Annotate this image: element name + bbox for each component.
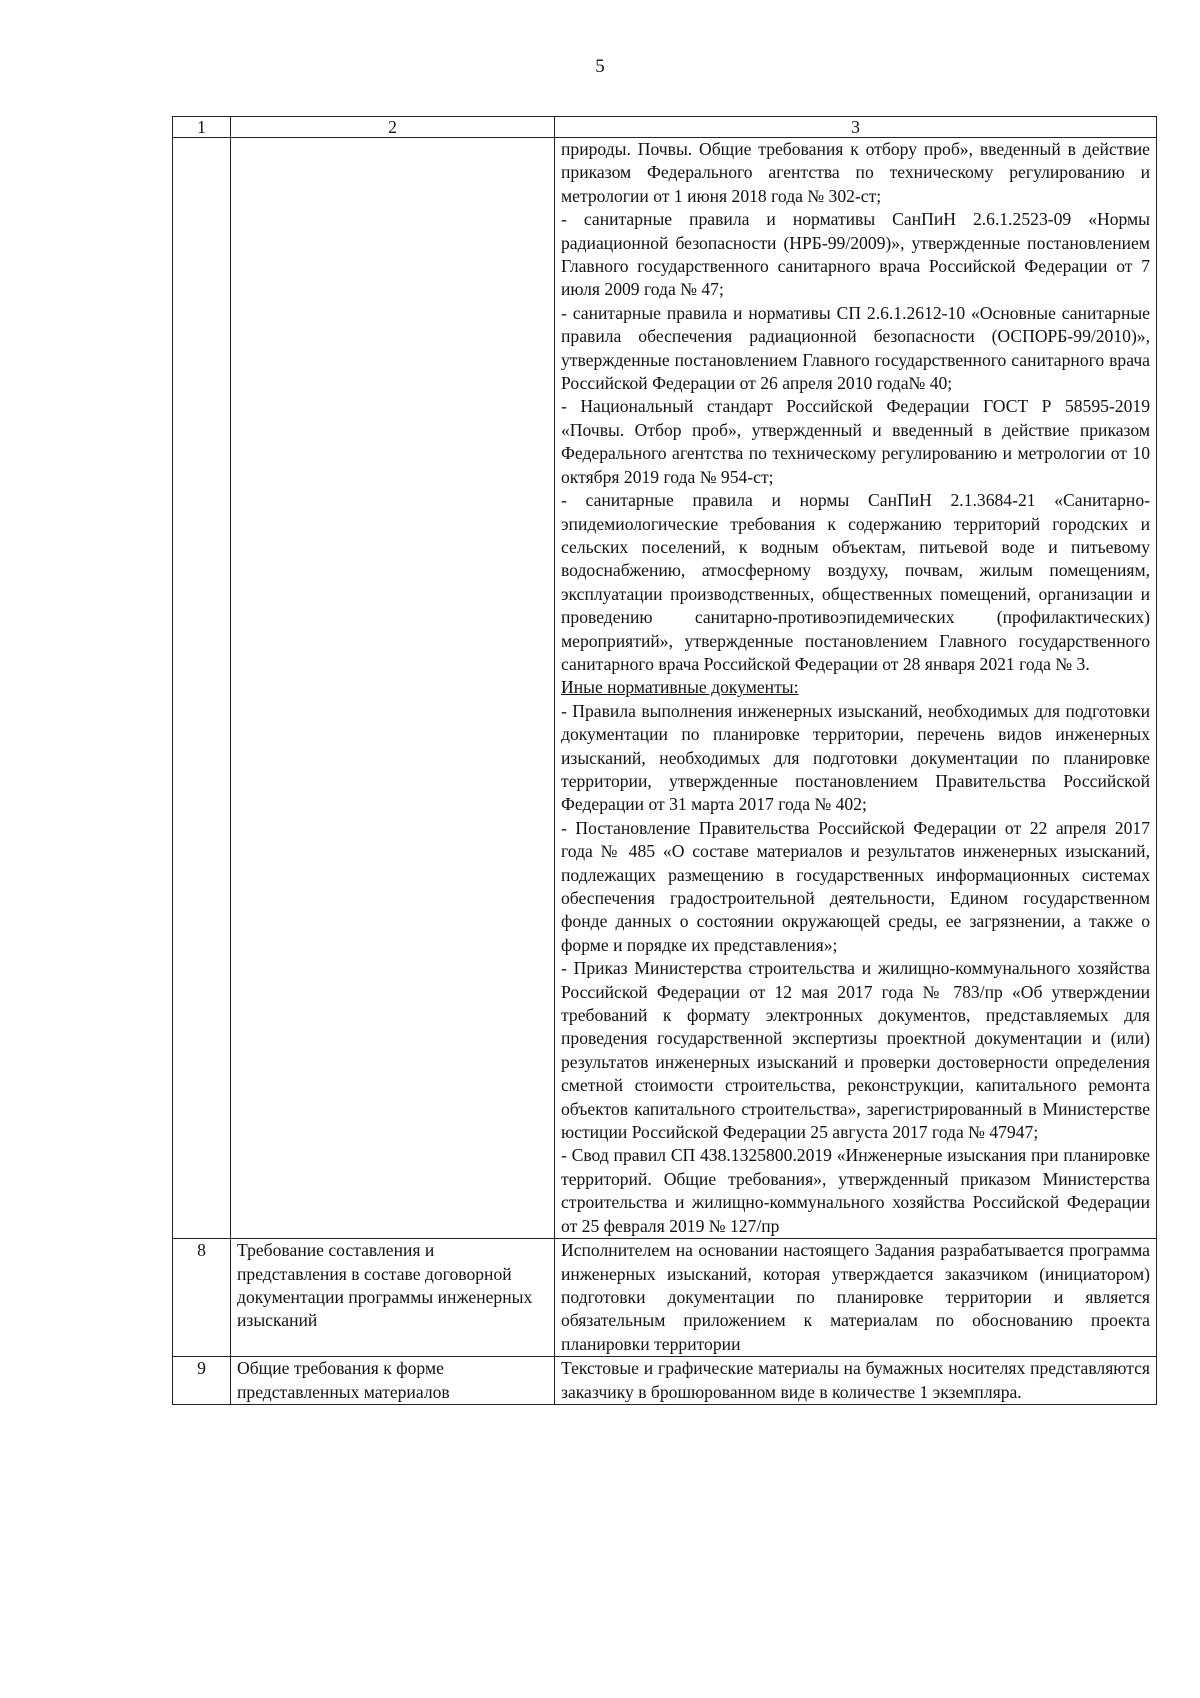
- section-heading-text: Иные нормативные документы:: [561, 677, 799, 698]
- paragraph: - санитарные правила и нормативы СанПиН 2.6.1.2523-09 «Нормы радиационной безопасности (НРБ-99/2009)», утвержденные постановлением Главного государственного санитарного врача Российской Федерации от 7 июля 2009 года № 47;: [561, 209, 1150, 300]
- requirements-table: [172, 116, 1157, 1405]
- row-name-cell: Требование составления и представления в составе договорной документации программы инженерных изысканий: [231, 1239, 555, 1357]
- paragraph: - санитарные правила и нормативы СП 2.6.1.2612-10 «Основные санитарные правила обеспечения радиационной безопасности (ОСПОРБ-99/2010)», утвержденные постановлением Главного государственного санитарного врача Российской Федерации от 26 апреля 2010 года№ 40;: [561, 302, 1150, 394]
- table-row: [173, 1239, 1157, 1357]
- column-header-1: 1: [173, 117, 231, 138]
- table-row-continued: [173, 138, 1157, 1239]
- row-number-cell: 9: [173, 1357, 231, 1405]
- row-text-cell: [555, 1357, 1157, 1405]
- paragraph: - Национальный стандарт Российской Федерации ГОСТ Р 58595-2019 «Почвы. Отбор проб», утвержденный и введенный в действие приказом Федерального агентства по техническому регулированию и метрологии от 10 октября 2019 года № 954-ст;: [561, 396, 1150, 487]
- row-text-cell: [555, 138, 1157, 1239]
- paragraph: природы. Почвы. Общие требования к отбору проб», введенный в действие приказом Федерального агентства по техническому регулированию и метрологии от 1 июня 2018 года № 302-ст;: [561, 139, 1150, 206]
- paragraph: - Постановление Правительства Российской Федерации от 22 апреля 2017 года № 485 «О составе материалов и результатов инженерных изысканий, подлежащих размещению в государственных информационных системах обеспечения градостроительной деятельности, Едином государственном фонде данных о состоянии окружающей среды, ее загрязнении, а также о форме и порядке их представления»;: [561, 817, 1150, 955]
- column-header-2: 2: [231, 117, 555, 138]
- paragraph: - санитарные правила и нормы СанПиН 2.1.3684-21 «Санитарно-эпидемиологические требования к содержанию территорий городских и сельских поселений, к водным объектам, питьевой воде и питьевому водоснабжению, атмосферному воздуху, почвам, жилым помещениям, эксплуатации производственных, общественных помещений, организации и проведению санитарно-противоэпидемических (профилактических) мероприятий», утвержденные постановлением Главного государственного санитарного врача Российской Федерации от 28 января 2021 года № 3.: [561, 490, 1150, 674]
- row-number-cell: [173, 138, 231, 1239]
- row-text-cell: [555, 1239, 1157, 1357]
- page-number: 5: [595, 56, 605, 77]
- row-name-cell: Общие требования к форме представленных материалов: [231, 1357, 555, 1405]
- column-header-3: 3: [555, 117, 1157, 138]
- paragraph: Исполнителем на основании настоящего Задания разрабатывается программа инженерных изысканий, которая утверждается заказчиком (инициатором) подготовки документации по планировке территории и является обязательным приложением к материалам по обоснованию проекта планировки территории: [561, 1240, 1150, 1354]
- paragraph: - Свод правил СП 438.1325800.2019 «Инженерные изыскания при планировке территорий. Общие требования», утвержденный приказом Министерства строительства и жилищно-коммунального хозяйства Российской Федерации от 25 февраля 2019 № 127/пр: [561, 1145, 1150, 1236]
- table-header-row: [173, 117, 1157, 138]
- paragraph: - Правила выполнения инженерных изысканий, необходимых для подготовки документации по планировке территории, перечень видов инженерных изысканий, необходимых для подготовки документации по планировке территории, утвержденные постановлением Правительства Российской Федерации от 31 марта 2017 года № 402;: [561, 700, 1150, 815]
- section-heading: [561, 676, 1150, 699]
- table-row: [173, 1357, 1157, 1405]
- paragraph: - Приказ Министерства строительства и жилищно-коммунального хозяйства Российской Федерации от 12 мая 2017 года № 783/пр «Об утверждении требований к формату электронных документов, представляемых для проведения государственной экспертизы проектной документации и (или) результатов инженерных изысканий и проверки достоверности определения сметной стоимости строительства, реконструкции, капитального ремонта объектов капитального строительства», зарегистрированный в Министерстве юстиции Российской Федерации 25 августа 2017 года № 47947;: [561, 958, 1150, 1143]
- row-number-cell: 8: [173, 1239, 231, 1357]
- row-name-cell: [231, 138, 555, 1239]
- paragraph: Текстовые и графические материалы на бумажных носителях представляются заказчику в брошюрованном виде в количестве 1 экземпляра.: [561, 1358, 1150, 1402]
